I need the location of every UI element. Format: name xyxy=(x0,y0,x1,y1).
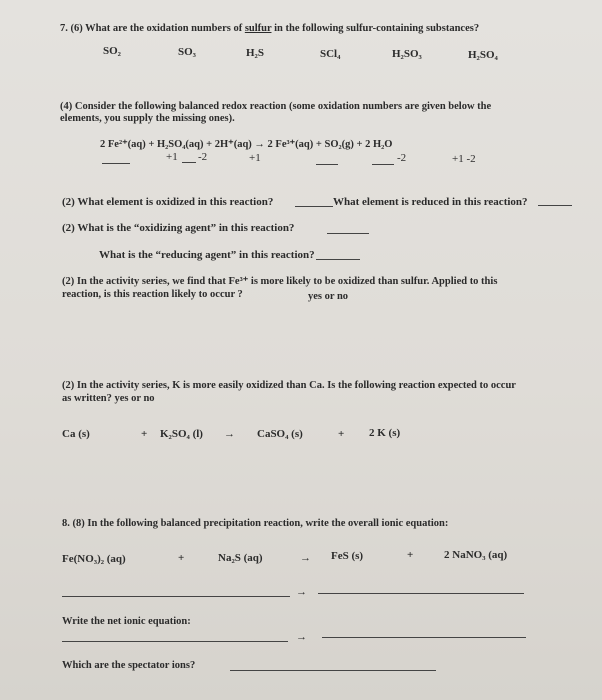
q8-plus2: + xyxy=(407,549,414,561)
q7-title-post: in the following sulfur-containing substances? xyxy=(271,23,480,34)
ox-value-o-in-so2: -2 xyxy=(397,152,407,164)
q7-title-pre: 7. (6) What are the oxidation numbers of xyxy=(60,23,245,34)
substance-h2so4: H₂SO₄ xyxy=(468,49,498,61)
substance-scl4: SCl₄ xyxy=(320,48,341,60)
q8-reactant1: Fe(NO₃)₂ (aq) xyxy=(62,553,126,565)
spectator-ions-label: Which are the spectator ions? xyxy=(62,660,196,671)
rxn2-product1: CaSO₄ (s) xyxy=(257,428,303,440)
oxidizing-agent-question: (2) What is the “oxidizing agent” in this reaction? xyxy=(62,222,295,234)
redox-intro-line2: elements, you supply the missing ones). xyxy=(60,113,235,124)
rxn2-product2: 2 K (s) xyxy=(369,427,401,439)
oxidized-question: (2) What element is oxidized in this reaction? xyxy=(62,196,274,208)
ox-blank-fe3[interactable] xyxy=(316,164,338,165)
reducing-agent-question: What is the “reducing agent” in this reaction? xyxy=(99,249,315,261)
overall-ionic-arrow: → xyxy=(296,586,307,598)
rxn2-plus2: + xyxy=(338,428,345,440)
q8-product1: FeS (s) xyxy=(331,550,364,562)
q8-title: 8. (8) In the following balanced precipitation reaction, write the overall ionic equation: xyxy=(62,518,449,529)
activity1-yes-no[interactable]: yes or no xyxy=(308,291,349,302)
q8-product2: 2 NaNO₃ (aq) xyxy=(444,549,508,561)
ox-value-h-plus: +1 xyxy=(249,152,261,164)
q8-arrow: → xyxy=(300,552,311,564)
q8-plus1: + xyxy=(178,552,185,564)
ox-blank-s-in-so2[interactable] xyxy=(372,164,394,165)
substance-h2so3: H₂SO₃ xyxy=(392,48,422,60)
ox-value-o: -2 xyxy=(198,151,208,163)
rxn2-arrow: → xyxy=(224,428,235,440)
rxn2-reactant1: Ca (s) xyxy=(62,428,90,440)
activity1-line1: (2) In the activity series, we find that Fe³⁺ is more likely to be oxidized than sulfur. Applied to this xyxy=(62,276,498,287)
ox-value-h2o: +1 -2 xyxy=(452,153,476,165)
oxidizing-agent-blank[interactable] xyxy=(327,233,369,234)
q7-title xyxy=(60,22,479,35)
net-ionic-label: Write the net ionic equation: xyxy=(62,616,191,627)
substance-so2: SO₂ xyxy=(103,45,121,57)
q8-reactant2: Na₂S (aq) xyxy=(218,552,263,564)
substance-h2s: H₂S xyxy=(246,47,264,59)
reduced-answer-blank[interactable] xyxy=(538,205,572,206)
net-ionic-right-blank[interactable] xyxy=(322,637,526,638)
redox-intro-line1: (4) Consider the following balanced redox reaction (some oxidation numbers are given below the xyxy=(60,101,492,112)
rxn2-reactant2: K₂SO₄ (l) xyxy=(160,428,203,440)
reduced-question: What element is reduced in this reaction? xyxy=(333,196,528,208)
ox-value-h: +1 xyxy=(166,151,178,163)
reducing-agent-blank[interactable] xyxy=(316,259,360,260)
oxidized-answer-blank[interactable] xyxy=(295,206,333,207)
activity2-line2: as written? yes or no xyxy=(62,393,155,404)
ox-blank-fe2[interactable] xyxy=(102,163,130,164)
overall-ionic-left-blank[interactable] xyxy=(62,596,290,597)
spectator-ions-blank[interactable] xyxy=(230,670,436,671)
net-ionic-arrow: → xyxy=(296,631,307,643)
q7-title-emphasis: sulfur xyxy=(244,23,272,34)
overall-ionic-right-blank[interactable] xyxy=(318,593,524,594)
ox-blank-s-in-h2so4[interactable] xyxy=(182,162,196,163)
substance-so3: SO₃ xyxy=(178,46,196,58)
activity2-line1: (2) In the activity series, K is more easily oxidized than Ca. Is the following reaction expected to occur xyxy=(62,380,516,391)
net-ionic-left-blank[interactable] xyxy=(62,641,288,642)
activity1-line2: reaction, is this reaction likely to occur ? xyxy=(62,289,243,300)
rxn2-plus1: + xyxy=(141,428,148,440)
redox-equation: 2 Fe²⁺(aq) + H₂SO₄(aq) + 2H⁺(aq) → 2 Fe³⁺(aq) + SO₂(g) + 2 H₂O xyxy=(100,139,393,150)
